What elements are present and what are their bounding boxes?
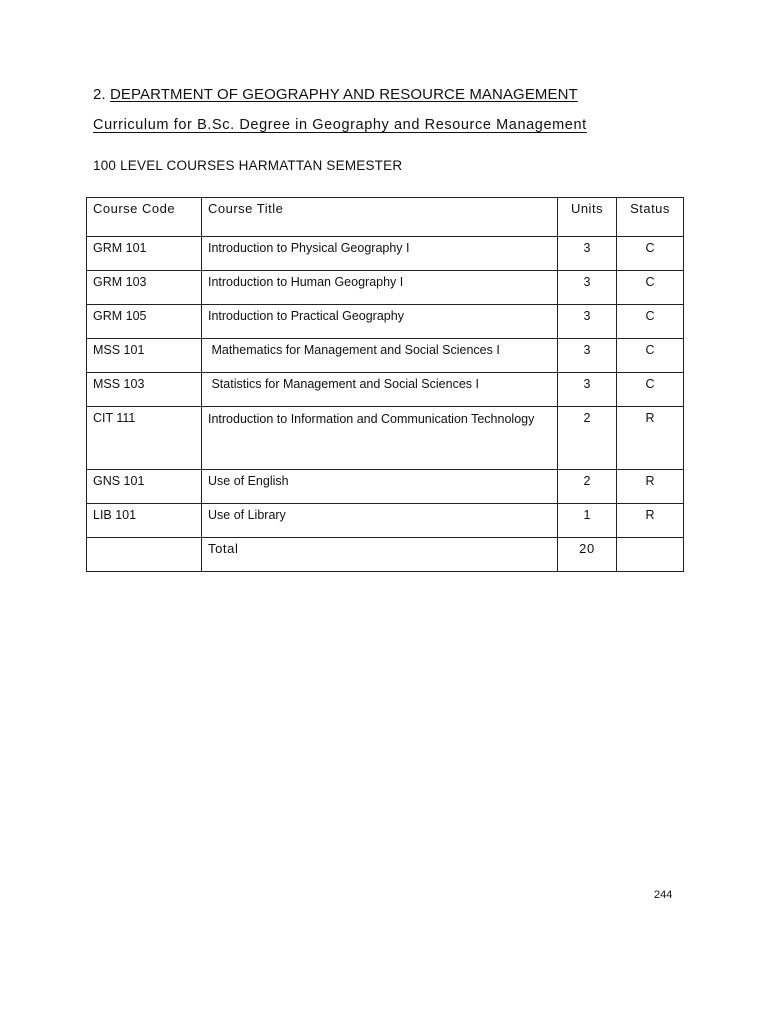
table-row	[87, 305, 684, 339]
table-header-row	[87, 198, 684, 237]
course-status: C	[617, 271, 684, 305]
course-code: CIT 111	[87, 407, 202, 470]
total-label: Total	[202, 538, 558, 572]
department-heading	[93, 86, 578, 103]
course-code: GRM 101	[87, 237, 202, 271]
course-title: Introduction to Practical Geography	[202, 305, 558, 339]
course-code: MSS 103	[87, 373, 202, 407]
course-title: Introduction to Human Geography I	[202, 271, 558, 305]
total-status-empty-cell	[617, 538, 684, 572]
header-status: Status	[617, 198, 684, 237]
course-units: 1	[558, 504, 617, 538]
course-status: C	[617, 373, 684, 407]
course-units: 3	[558, 373, 617, 407]
course-status: R	[617, 470, 684, 504]
course-code: MSS 101	[87, 339, 202, 373]
course-title: Use of English	[202, 470, 558, 504]
course-code: GNS 101	[87, 470, 202, 504]
course-units: 3	[558, 339, 617, 373]
header-course-title: Course Title	[202, 198, 558, 237]
table-row	[87, 470, 684, 504]
course-title: Mathematics for Management and Social Sciences I	[202, 339, 558, 373]
course-code: GRM 103	[87, 271, 202, 305]
course-title: Statistics for Management and Social Sciences I	[202, 373, 558, 407]
table-row	[87, 237, 684, 271]
course-status: R	[617, 407, 684, 470]
course-table	[86, 197, 684, 572]
table-row	[87, 504, 684, 538]
total-empty-cell	[87, 538, 202, 572]
section-number: 2.	[93, 86, 106, 103]
course-title: Introduction to Information and Communication Technology	[202, 407, 558, 470]
table-row	[87, 407, 684, 470]
course-units: 3	[558, 237, 617, 271]
table-row	[87, 373, 684, 407]
course-status: C	[617, 237, 684, 271]
header-course-code: Course Code	[87, 198, 202, 237]
course-units: 2	[558, 470, 617, 504]
course-title: Use of Library	[202, 504, 558, 538]
course-status: C	[617, 339, 684, 373]
level-heading: 100 LEVEL COURSES HARMATTAN SEMESTER	[93, 158, 403, 173]
course-code: GRM 105	[87, 305, 202, 339]
curriculum-title: Curriculum for B.Sc. Degree in Geography and Resource Management	[93, 117, 587, 133]
total-row	[87, 538, 684, 572]
page-number: 244	[654, 889, 673, 901]
course-units: 2	[558, 407, 617, 470]
course-units: 3	[558, 271, 617, 305]
course-title: Introduction to Physical Geography I	[202, 237, 558, 271]
course-code: LIB 101	[87, 504, 202, 538]
table-row	[87, 271, 684, 305]
header-units: Units	[558, 198, 617, 237]
department-title: DEPARTMENT OF GEOGRAPHY AND RESOURCE MANAGEMENT	[110, 86, 578, 103]
total-units: 20	[558, 538, 617, 572]
course-units: 3	[558, 305, 617, 339]
course-status: C	[617, 305, 684, 339]
course-status: R	[617, 504, 684, 538]
table-row	[87, 339, 684, 373]
